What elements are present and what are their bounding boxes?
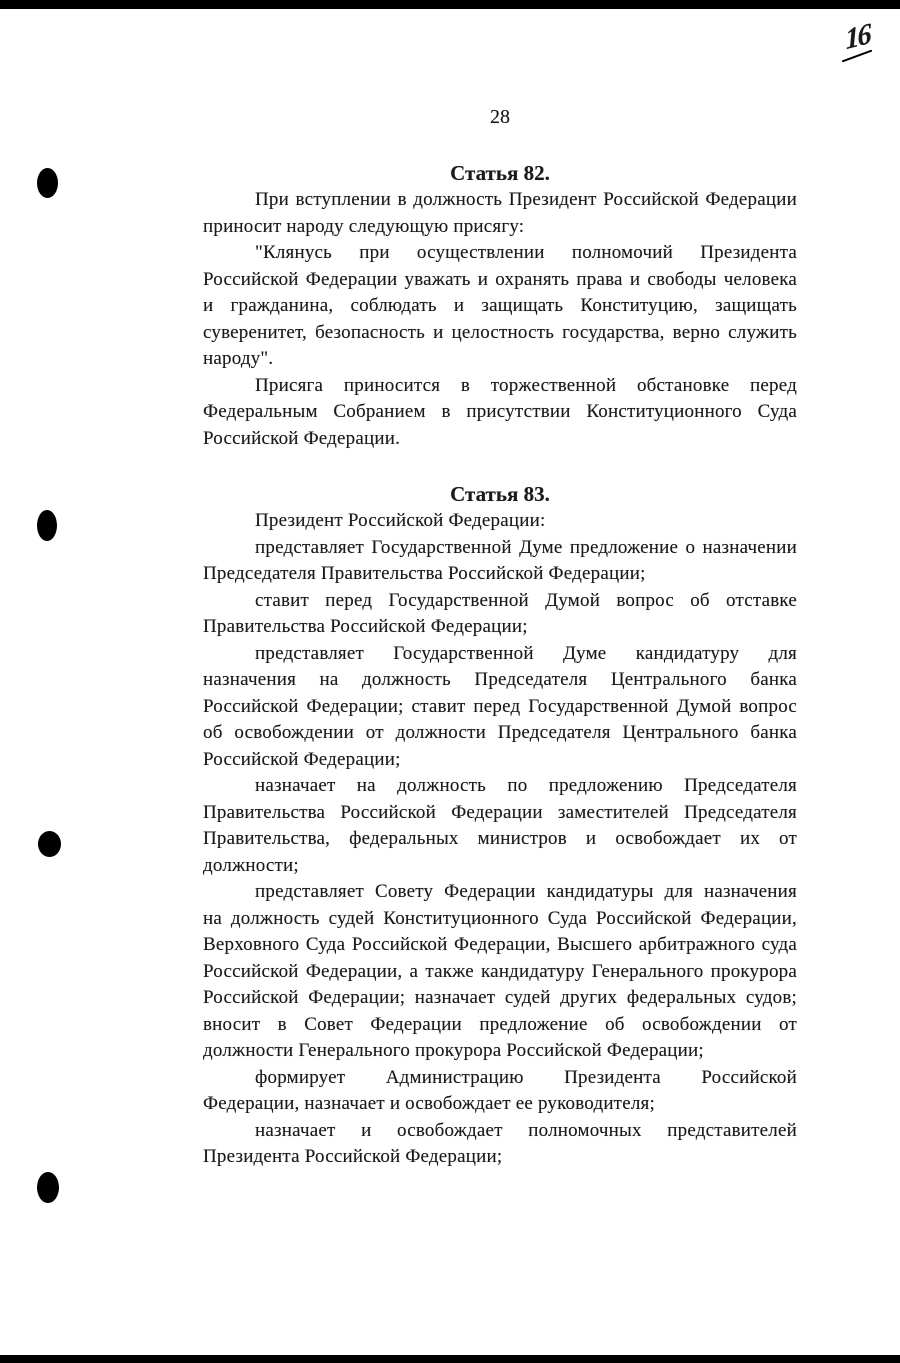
text-line: формирует Администрацию Президента Российской bbox=[255, 1066, 797, 1088]
text-line: назначает на должность по предложению Председателя bbox=[255, 775, 797, 796]
text-line: Правительства Российской Федерации; bbox=[203, 616, 528, 637]
text-line: Верховного Суда Российской Федерации, Высшего арбитражного суда bbox=[203, 934, 797, 955]
paragraph bbox=[203, 1065, 797, 1118]
text-line: назначения на должность Председателя Центрального банка bbox=[203, 669, 797, 690]
page-number: 28 bbox=[490, 106, 510, 128]
text-line: Присяга приносится в торжественной обстановке перед bbox=[255, 374, 797, 396]
article-heading: Статья 83. bbox=[450, 482, 550, 506]
paragraph bbox=[203, 508, 797, 535]
text-line: представляет Государственной Думе кандидатуру для bbox=[255, 642, 797, 664]
paragraph bbox=[203, 1118, 797, 1171]
text-line: и гражданина, соблюдать и защищать Конституцию, защищать bbox=[203, 295, 797, 316]
punch-hole-4 bbox=[37, 1172, 59, 1203]
text-line: народу". bbox=[203, 348, 274, 369]
text-line: Президента Российской Федерации; bbox=[203, 1146, 503, 1167]
text-line: Федеральным Собранием в присутствии Конституционного Суда bbox=[203, 401, 797, 422]
text-line: Федерации, назначает и освобождает ее руководителя; bbox=[203, 1093, 655, 1114]
text-line: "Клянусь при осуществлении полномочий Президента bbox=[255, 242, 797, 263]
text-line: ставит перед Государственной Думой вопрос об отставке bbox=[255, 589, 797, 611]
text-line: Российской Федерации уважать и охранять права и свободы человека bbox=[203, 268, 797, 290]
text-line: вносит в Совет Федерации предложение об освобождении от bbox=[203, 1013, 797, 1035]
text-line: представляет Совету Федерации кандидатуры для назначения bbox=[255, 881, 797, 902]
text-line: об освобождении от должности Председателя Центрального банка bbox=[203, 722, 797, 743]
paragraph bbox=[203, 879, 797, 1065]
handwritten-page-number: 16 bbox=[844, 17, 871, 57]
text-column bbox=[203, 0, 797, 1171]
scan-edge-bar-bottom bbox=[0, 1355, 900, 1363]
paragraph bbox=[203, 588, 797, 641]
text-line: назначает и освобождает полномочных представителей bbox=[255, 1119, 797, 1141]
paragraph bbox=[203, 641, 797, 774]
text-line: Президент Российской Федерации: bbox=[255, 510, 546, 531]
paragraph bbox=[203, 535, 797, 588]
text-line: Правительства Российской Федерации заместителей Председателя bbox=[203, 801, 797, 823]
text-line: приносит народу следующую присягу: bbox=[203, 215, 525, 237]
punch-hole-2 bbox=[37, 510, 57, 541]
paragraph bbox=[203, 240, 797, 373]
paragraph bbox=[203, 187, 797, 240]
text-line: Председателя Правительства Российской Федерации; bbox=[203, 563, 646, 584]
text-line: Российской Федерации; bbox=[203, 748, 401, 770]
text-line: Российской Федерации. bbox=[203, 427, 401, 449]
text-line: суверенитет, безопасность и целостность государства, верно служить bbox=[203, 321, 797, 343]
paragraph bbox=[203, 773, 797, 879]
text-line: Правительства, федеральных министров и освобождает их от bbox=[203, 828, 797, 849]
punch-hole-3 bbox=[38, 831, 61, 857]
text-line: Российской Федерации, а также кандидатуру Генерального прокурора bbox=[203, 960, 797, 982]
text-line: Российской Федерации; назначает судей других федеральных судов; bbox=[203, 987, 797, 1008]
text-line: представляет Государственной Думе предложение о назначении bbox=[255, 536, 797, 558]
punch-hole-1 bbox=[37, 168, 58, 198]
text-line: должности; bbox=[203, 854, 299, 876]
text-line: на должность судей Конституционного Суда Российской Федерации, bbox=[203, 907, 797, 929]
text-line: При вступлении в должность Президент Российской Федерации bbox=[255, 189, 797, 210]
paragraph bbox=[203, 373, 797, 453]
article-heading: Статья 82. bbox=[450, 161, 550, 185]
text-line: должности Генерального прокурора Российской Федерации; bbox=[203, 1040, 704, 1061]
text-line: Российской Федерации; ставит перед Государственной Думой вопрос bbox=[203, 695, 797, 717]
